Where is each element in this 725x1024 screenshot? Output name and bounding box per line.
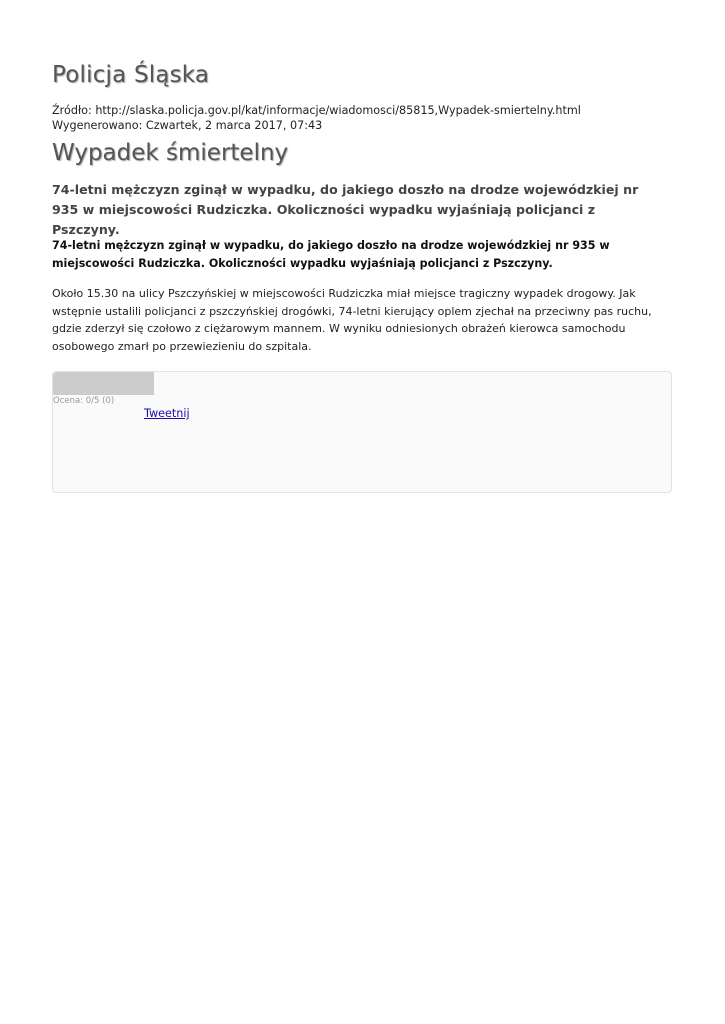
rating-bar[interactable]	[53, 372, 154, 395]
rating-box	[52, 371, 672, 493]
source-url: Źródło: http://slaska.policja.gov.pl/kat/informacje/wiadomosci/85815,Wypadek-smiertelny.html	[52, 104, 581, 117]
rating-label: Ocena: 0/5 (0)	[53, 396, 115, 406]
article-lead-repeat: 74-letni mężczyzn zginął w wypadku, do jakiego doszło na drodze wojewódzkiej nr 935 w miejscowości Rudziczka. Okoliczności wypadku wyjaśniają policjanci z Pszczyny.	[52, 239, 610, 270]
article-lead: 74-letni mężczyzn zginął w wypadku, do jakiego doszło na drodze wojewódzkiej nr 935 w miejscowości Rudziczka. Okoliczności wypadku wyjaśniają policjanci z Pszczyny.	[52, 182, 639, 237]
page-meta	[52, 103, 581, 133]
article-body: Około 15.30 na ulicy Pszczyńskiej w miejscowości Rudziczka miał miejsce tragiczny wypadek drogowy. Jak wstępnie ustalili policjanci z pszczyńskiej drogówki, 74-letni kierujący oplem zjechał na przeciwny pas ruchu, gdzie zderzył się czołowo z ciężarowym mannem. W wyniku odniesionych obrażeń kierowca samochodu osobowego zmarł po przewiezieniu do szpitala.	[52, 287, 652, 353]
generated-date: Wygenerowano: Czwartek, 2 marca 2017, 07:43	[52, 119, 323, 132]
tweet-link[interactable]: Tweetnij	[144, 407, 190, 420]
site-title: Policja Śląska	[52, 62, 210, 88]
article-title: Wypadek śmiertelny	[52, 140, 289, 166]
